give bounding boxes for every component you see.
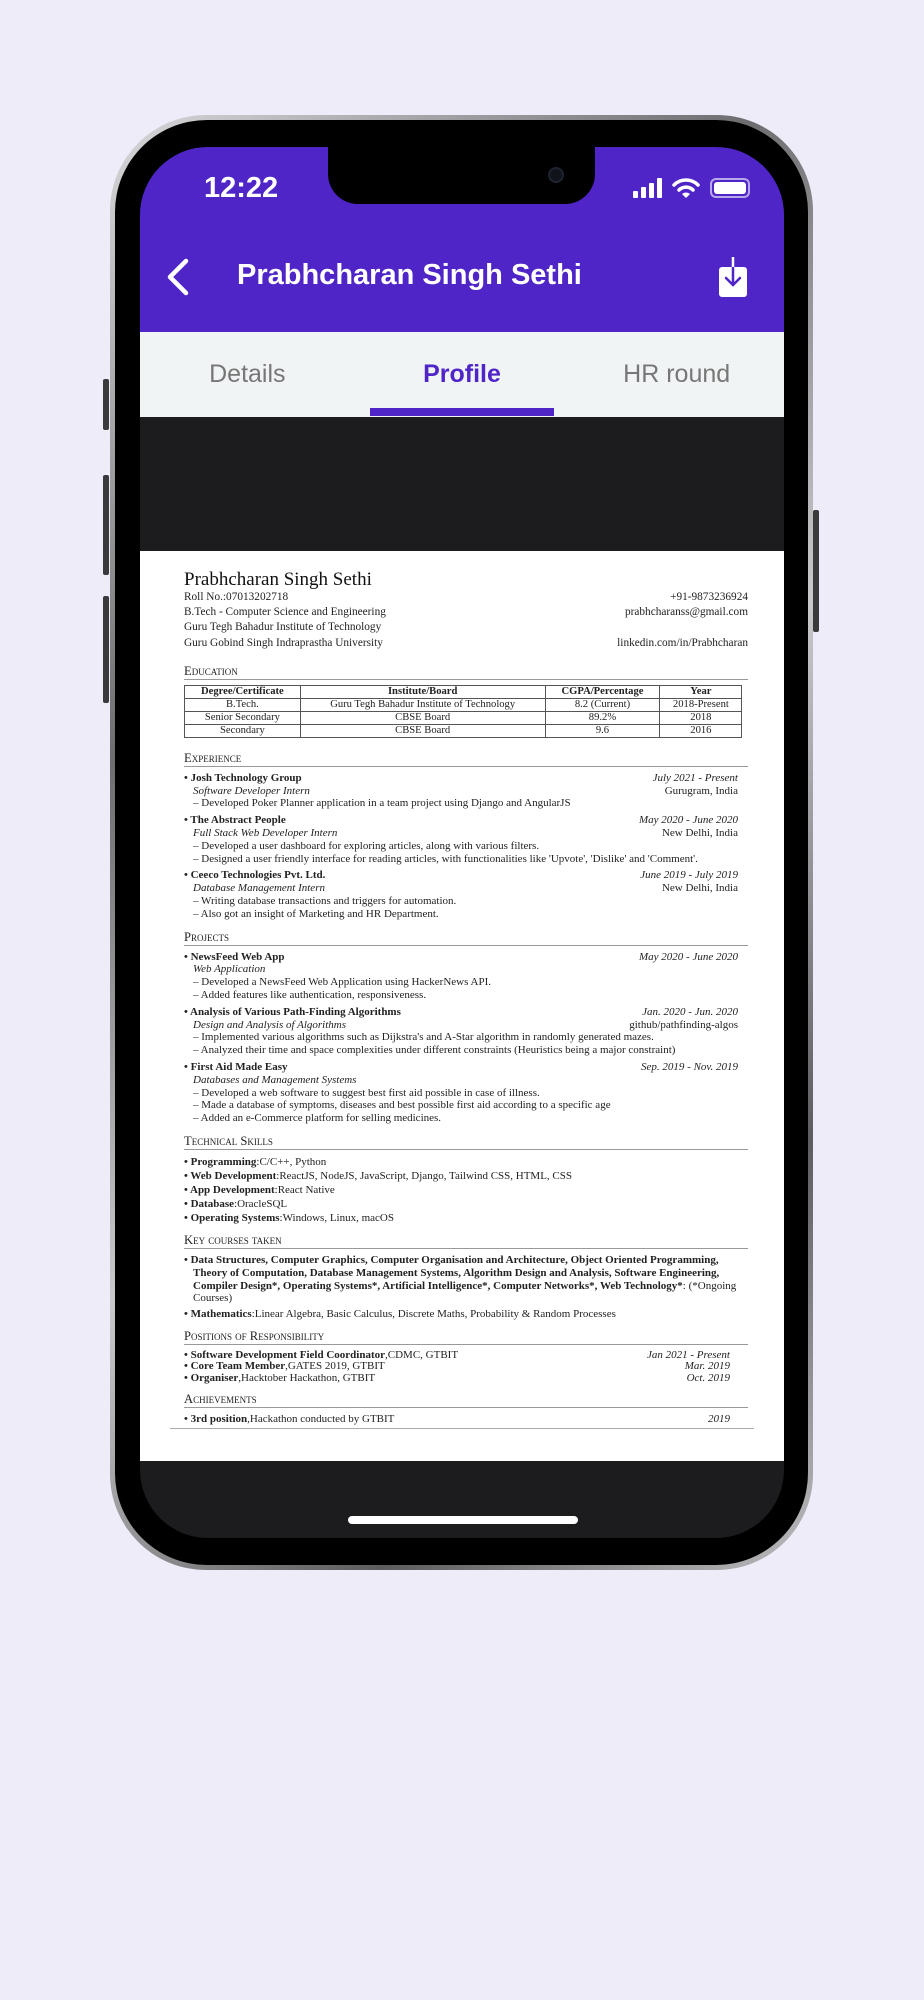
signal-icon bbox=[633, 178, 662, 198]
item-date: May 2020 - June 2020 bbox=[639, 950, 738, 963]
page-divider bbox=[170, 1428, 754, 1429]
item-label: Core Team Member bbox=[190, 1360, 286, 1373]
item-sub-row bbox=[184, 827, 748, 840]
item-title: • The Abstract People bbox=[184, 814, 286, 827]
item-point: – Developed Poker Planner application in a team project using Django and AngularJS bbox=[193, 797, 571, 810]
list-item bbox=[184, 951, 748, 1002]
table-cell: 2016 bbox=[660, 724, 742, 737]
phone-number: +91-9873236924 bbox=[670, 591, 748, 603]
college: Guru Tegh Bahadur Institute of Technology bbox=[184, 621, 382, 634]
item-point: – Made a database of symptoms, diseases and best possible first aid according to a specific age bbox=[193, 1099, 611, 1112]
list-item bbox=[184, 1061, 748, 1125]
tab-details[interactable]: Details bbox=[209, 360, 286, 388]
table-row bbox=[185, 698, 742, 711]
skill-value: ReactJS, NodeJS, JavaScript, Django, Tailwind CSS, HTML, CSS bbox=[279, 1169, 572, 1182]
silent-switch bbox=[103, 379, 109, 430]
item-role: Database Management Intern bbox=[193, 882, 325, 895]
tab-bar bbox=[140, 332, 784, 417]
table-cell: B.Tech. bbox=[185, 698, 301, 711]
table-row bbox=[185, 711, 742, 724]
item-text bbox=[184, 1373, 375, 1385]
back-button[interactable] bbox=[162, 257, 198, 297]
item-title-row bbox=[184, 869, 748, 882]
notch bbox=[328, 147, 595, 204]
item-place: github/pathfinding-algos bbox=[629, 1018, 738, 1031]
table-cell: 8.2 (Current) bbox=[545, 698, 660, 711]
skills-heading: Technical Skills bbox=[184, 1134, 748, 1150]
skill-item: • Operating Systems:Windows, Linux, macOS bbox=[184, 1211, 748, 1225]
item-title: • Josh Technology Group bbox=[184, 772, 302, 785]
roll-number: Roll No.:07013202718 bbox=[184, 591, 289, 603]
item-point: – Implemented various algorithms such as Dijkstra's and A-Star algorithm in randomly generated mazes. bbox=[193, 1031, 654, 1044]
linkedin-link[interactable]: linkedin.com/in/Prabhcharan bbox=[617, 636, 748, 649]
positions-list bbox=[184, 1350, 748, 1385]
item-value: ,CDMC, GTBIT bbox=[385, 1348, 459, 1361]
experience-heading: Experience bbox=[184, 751, 748, 767]
item-role: Software Developer Intern bbox=[193, 784, 310, 797]
item-point: – Also got an insight of Marketing and HR Department. bbox=[193, 907, 439, 920]
resume-document[interactable] bbox=[140, 551, 784, 1461]
courses-cs bbox=[184, 1254, 748, 1305]
table-row bbox=[185, 724, 742, 737]
skill-value: React Native bbox=[277, 1183, 335, 1196]
item-value: ,GATES 2019, GTBIT bbox=[285, 1360, 385, 1373]
item-text bbox=[184, 1413, 394, 1426]
table-header: Year bbox=[660, 685, 742, 698]
education-heading: Education bbox=[184, 664, 748, 680]
courses-note: : (*Ongoing Courses) bbox=[193, 1279, 737, 1305]
courses-cs-list: Data Structures, Computer Graphics, Computer Organisation and Architecture, Object Oriented Programming, Theory of Computation, Database Management Systems, Algorithm Design and Analysis, Software Engineering, Compiler Design*, Operating Systems*, Artificial Intelligence*, Computer Networks*, Web Technology* bbox=[190, 1253, 720, 1292]
item-sub-row bbox=[184, 785, 748, 798]
item-role: Design and Analysis of Algorithms bbox=[193, 1018, 346, 1031]
power-button bbox=[813, 510, 819, 632]
pdf-viewer-background bbox=[140, 417, 784, 551]
tab-hr-round[interactable]: HR round bbox=[623, 360, 731, 388]
list-item bbox=[184, 869, 748, 920]
courses-heading: Key courses taken bbox=[184, 1233, 748, 1249]
item-point: – Developed a user dashboard for exploring articles, along with various filters. bbox=[193, 839, 540, 852]
item-date: May 2020 - June 2020 bbox=[639, 814, 738, 827]
skill-value: C/C++, Python bbox=[259, 1155, 327, 1168]
item-value: ,Hacktober Hackathon, GTBIT bbox=[238, 1371, 376, 1384]
skill-value: Windows, Linux, macOS bbox=[282, 1211, 394, 1224]
item-title-row bbox=[184, 1061, 748, 1074]
item-role: Full Stack Web Developer Intern bbox=[193, 827, 338, 839]
item-point: – Added features like authentication, responsiveness. bbox=[193, 988, 427, 1001]
experience-list bbox=[184, 772, 748, 921]
table-cell: 89.2% bbox=[545, 711, 660, 724]
list-item bbox=[184, 772, 748, 810]
item-point: – Designed a user friendly interface for reading articles, with functionalities like 'Upvote', 'Dislike' and 'Comment'. bbox=[193, 852, 698, 865]
item-role: Databases and Management Systems bbox=[193, 1073, 357, 1086]
math-label: Mathematics bbox=[190, 1308, 252, 1321]
item-title-row bbox=[184, 772, 748, 785]
skill-item: • Programming:C/C++, Python bbox=[184, 1155, 748, 1169]
item-date: Oct. 2019 bbox=[686, 1371, 730, 1384]
courses-math: • Mathematics:Linear Algebra, Basic Calculus, Discrete Maths, Probability & Random Processes bbox=[184, 1308, 748, 1321]
table-cell: CBSE Board bbox=[300, 724, 545, 737]
camera-icon bbox=[548, 167, 564, 183]
item-place: Gurugram, India bbox=[664, 784, 738, 797]
resume-name: Prabhcharan Singh Sethi bbox=[184, 569, 372, 590]
item-date: 2019 bbox=[708, 1413, 730, 1426]
projects-heading: Projects bbox=[184, 930, 748, 946]
item-place bbox=[738, 963, 748, 976]
achievements-heading: Achievements bbox=[184, 1392, 748, 1408]
table-cell: 9.6 bbox=[545, 724, 660, 737]
item-point: – Analyzed their time and space complexities under different constraints (Heuristics being a major constraint) bbox=[193, 1044, 676, 1057]
list-item bbox=[184, 1006, 748, 1057]
item-point: – Writing database transactions and triggers for automation. bbox=[193, 894, 457, 907]
skill-label: Web Development bbox=[190, 1169, 277, 1182]
item-date: Sep. 2019 - Nov. 2019 bbox=[641, 1060, 738, 1073]
item-date: Jan. 2020 - Jun. 2020 bbox=[642, 1005, 738, 1018]
projects-list bbox=[184, 951, 748, 1125]
item-date: July 2021 - Present bbox=[652, 771, 738, 784]
skill-label: Operating Systems bbox=[190, 1211, 280, 1224]
item-title: • NewsFeed Web App bbox=[184, 951, 285, 964]
status-time: 12:22 bbox=[204, 172, 279, 204]
email-link[interactable]: prabhcharanss@gmail.com bbox=[624, 606, 748, 619]
table-cell: Senior Secondary bbox=[185, 711, 301, 724]
university: Guru Gobind Singh Indraprastha University bbox=[184, 636, 383, 649]
item-place: New Delhi, India bbox=[661, 882, 738, 895]
page-title: Prabhcharan Singh Sethi bbox=[237, 259, 582, 291]
item-value: ,Hackathon conducted by GTBIT bbox=[247, 1413, 395, 1426]
skill-item: • Database:OracleSQL bbox=[184, 1197, 748, 1211]
item-sub-row bbox=[184, 1019, 748, 1032]
download-icon[interactable] bbox=[717, 255, 749, 299]
item-point: – Developed a NewsFeed Web Application using HackerNews API. bbox=[193, 976, 491, 989]
item-label: Software Development Field Coordinator bbox=[190, 1348, 386, 1361]
home-indicator[interactable] bbox=[348, 1516, 578, 1524]
table-cell: 2018 bbox=[660, 711, 742, 724]
list-item bbox=[184, 1413, 730, 1426]
volume-up-button bbox=[103, 475, 109, 575]
skill-item: • App Development:React Native bbox=[184, 1183, 748, 1197]
table-cell: Secondary bbox=[185, 724, 301, 737]
item-title-row bbox=[184, 814, 748, 827]
skills-list bbox=[184, 1155, 748, 1225]
item-title: • Analysis of Various Path-Finding Algorithms bbox=[184, 1006, 401, 1019]
degree: B.Tech - Computer Science and Engineering bbox=[184, 606, 386, 619]
list-item bbox=[184, 1373, 730, 1385]
item-date: June 2019 - July 2019 bbox=[640, 869, 738, 882]
table-cell: Guru Tegh Bahadur Institute of Technology bbox=[300, 698, 545, 711]
list-item bbox=[184, 814, 748, 865]
item-point: – Developed a web software to suggest best first aid possible in case of illness. bbox=[193, 1086, 540, 1099]
item-place bbox=[738, 1074, 748, 1087]
resume-contact bbox=[184, 590, 748, 651]
skill-item: • Web Development:ReactJS, NodeJS, JavaScript, Django, Tailwind CSS, HTML, CSS bbox=[184, 1169, 748, 1183]
app-header bbox=[140, 147, 784, 332]
table-header: CGPA/Percentage bbox=[545, 685, 660, 698]
app-screen bbox=[140, 147, 784, 1538]
volume-down-button bbox=[103, 596, 109, 703]
math-list: Linear Algebra, Basic Calculus, Discrete Maths, Probability & Random Processes bbox=[254, 1308, 616, 1321]
battery-icon bbox=[710, 178, 750, 198]
skill-label: Programming bbox=[190, 1155, 257, 1168]
skill-label: App Development bbox=[190, 1183, 275, 1196]
item-role: Web Application bbox=[193, 963, 266, 976]
table-header: Institute/Board bbox=[300, 685, 545, 698]
education-table bbox=[184, 685, 742, 738]
status-icons bbox=[633, 177, 750, 199]
item-title-row bbox=[184, 951, 748, 964]
item-title: • Ceeco Technologies Pvt. Ltd. bbox=[184, 869, 325, 882]
skill-value: OracleSQL bbox=[237, 1197, 288, 1210]
item-sub-row bbox=[184, 1074, 748, 1087]
item-sub-row bbox=[184, 882, 748, 895]
item-point: – Added an e-Commerce platform for selling medicines. bbox=[193, 1112, 442, 1125]
item-label: 3rd position bbox=[190, 1413, 248, 1426]
item-label: Organiser bbox=[190, 1371, 239, 1384]
tab-profile[interactable]: Profile bbox=[355, 332, 570, 417]
item-place: New Delhi, India bbox=[661, 827, 738, 839]
wifi-icon bbox=[672, 177, 700, 199]
item-date: Jan 2021 - Present bbox=[647, 1348, 730, 1361]
table-header: Degree/Certificate bbox=[185, 685, 301, 698]
achievements-list bbox=[184, 1413, 748, 1426]
skill-label: Database bbox=[190, 1197, 234, 1210]
table-cell: CBSE Board bbox=[300, 711, 545, 724]
table-cell: 2018-Present bbox=[660, 698, 742, 711]
item-sub-row bbox=[184, 963, 748, 976]
item-title-row bbox=[184, 1006, 748, 1019]
item-title: • First Aid Made Easy bbox=[184, 1061, 287, 1074]
item-date: Mar. 2019 bbox=[684, 1360, 730, 1373]
positions-heading: Positions of Responsibility bbox=[184, 1329, 748, 1345]
